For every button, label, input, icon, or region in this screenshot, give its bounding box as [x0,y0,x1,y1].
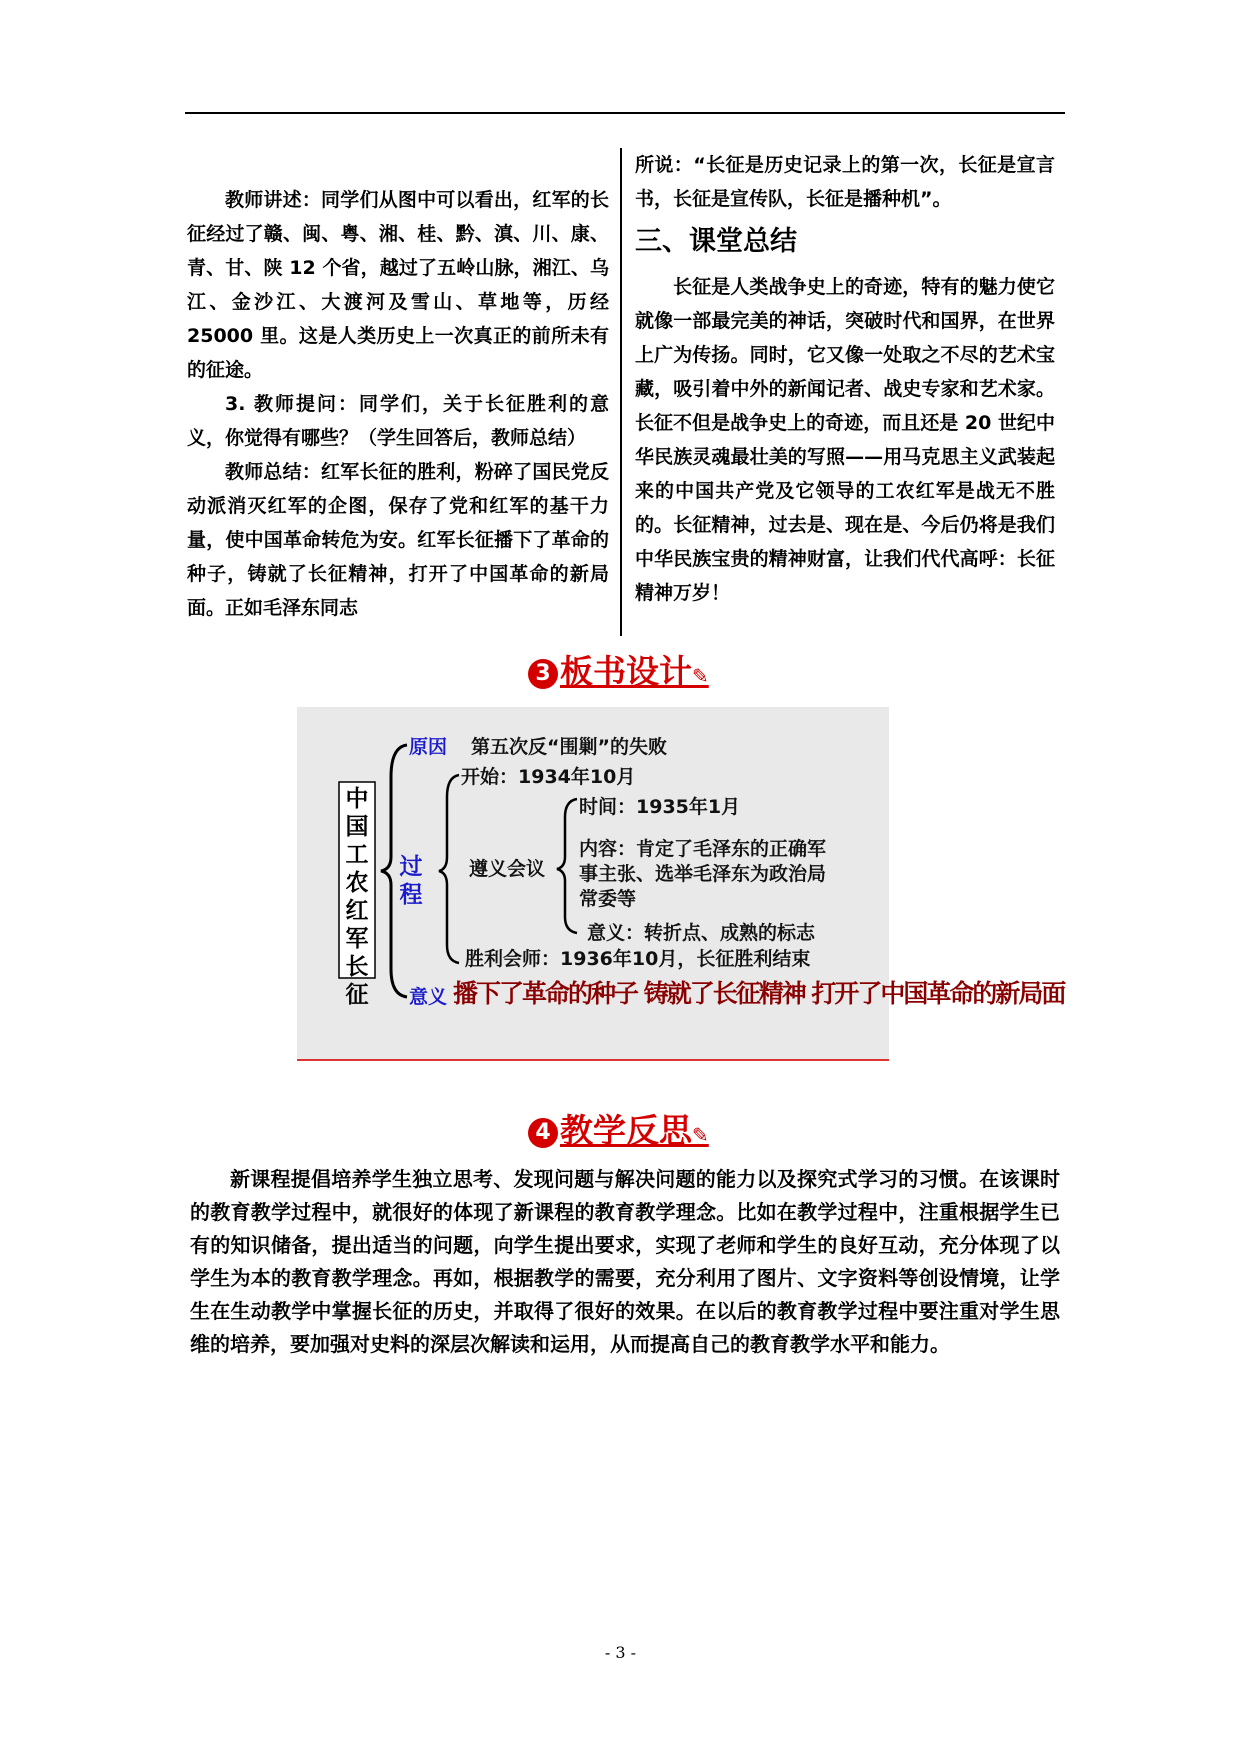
zunyi-content-line-2: 事主张、选举毛泽东为政治局 [579,863,827,885]
process-brace [439,775,459,963]
zunyi-time: 时间：1935年1月 [579,796,741,818]
right-para-2: 长征是人类战争史上的奇迹，特有的魅力使它就像一部最完美的神话，突破时代和国界，在世界上广为传扬。同时，它又像一处取之不尽的艺术宝藏，吸引着中外的新闻记者、战史专家和艺术家。长征不但是战争史上的奇迹，而且还是 20 世纪中华民族灵魂最壮美的写照——用马克思主义武装起来的中国共产党及它领导的工农红军是战无不胜的。长征精神，过去是、现在是、今后仍将是我们中华民族宝贵的精神财富，让我们代代高呼：长征精神万岁！ [635,276,1055,604]
board-root: 中国工农红军长征 [345,785,369,1008]
zunyi-meaning: 意义：转折点、成熟的标志 [587,922,816,944]
column-divider [620,148,622,636]
section-title-board-design [528,652,709,696]
zunyi-label: 遵义会议 [469,858,546,880]
pen-icon: ✎ [692,664,709,688]
process-label: 过程 [399,853,423,908]
circled-number-4: 4 [528,1118,558,1148]
circled-number-3: 3 [528,659,558,689]
right-column [635,148,1055,610]
zunyi-content-line-1: 内容：肯定了毛泽东的正确军 [579,838,827,860]
page-number: - 3 - [604,1643,637,1662]
cause-text: 第五次反“围剿”的失败 [471,736,667,758]
right-para-1: 所说：“长征是历史记录上的第一次，长征是宣言书，长征是宣传队，长征是播种机”。 [635,154,1055,210]
left-para-3: 教师总结：红军长征的胜利，粉碎了国民党反动派消灭红军的企图，保存了党和红军的基干力量，使中国革命转危为安。红军长征播下了革命的种子，铸就了长征精神，打开了中国革命的新局面。正如毛泽东同志 [187,461,609,619]
header-rule [185,112,1065,114]
pen-icon: ✎ [692,1123,709,1147]
reflection-paragraph [190,1163,1060,1361]
section-title-text: 板书设计 [560,652,692,691]
left-para-2: 3. 教师提问：同学们，关于长征胜利的意义，你觉得有哪些？（学生回答后，教师总结） [187,393,609,449]
left-para-1: 教师讲述：同学们从图中可以看出，红军的长征经过了赣、闽、粤、湘、桂、黔、滇、川、康、青、甘、陕 12 个省，越过了五岭山脉，湘江、乌江、金沙江、大渡河及雪山、草地等，历经 25000 里。这是人类历史上一次真正的前所未有的征途。 [187,189,609,381]
meaning-text: 播下了革命的种子 铸就了长征精神 打开了中国革命的新局面 [453,979,1065,1008]
left-column [187,183,609,625]
zunyi-content-line-3: 常委等 [579,888,637,910]
reflection-text: 新课程提倡培养学生独立思考、发现问题与解决问题的能力以及探究式学习的习惯。在该课时的教育教学过程中，就很好的体现了新课程的教育教学理念。比如在教学过程中，注重根据学生已有的知识储备，提出适当的问题，向学生提出要求，实现了老师和学生的良好互动，充分体现了以学生为本的教育教学理念。再如，根据教学的需要，充分利用了图片、文字资料等创设情境，让学生在生动教学中掌握长征的历史，并取得了很好的效果。在以后的教育教学过程中要注重对学生思维的培养，要加强对史料的深层次解读和运用，从而提高自己的教育教学水平和能力。 [190,1167,1060,1356]
board-design-diagram [297,707,1065,1061]
start-text: 开始：1934年10月 [461,766,636,788]
victory-text: 胜利会师：1936年10月，长征胜利结束 [465,948,811,970]
section-title-reflection [528,1111,709,1155]
zunyi-brace [557,799,577,933]
section-title-text: 教学反思 [560,1111,692,1150]
cause-label: 原因 [409,736,448,758]
meaning-label: 意义 [409,986,448,1008]
section-heading-summary: 三、课堂总结 [635,226,797,257]
